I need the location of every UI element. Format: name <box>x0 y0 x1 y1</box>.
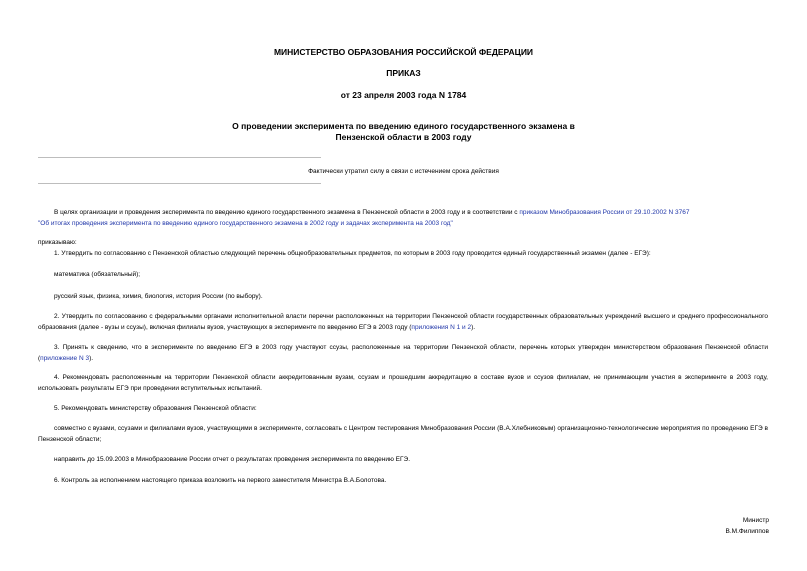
item-3 <box>38 342 768 364</box>
order-link[interactable]: приказом Минобразования России от 29.10.2002 N 3767 <box>519 209 690 216</box>
item-3-text: 3. Принять к сведению, что в эксперименте по введению ЕГЭ в 2003 году участвуют ссузы, расположенные на территории Пензенской области, перечень которых утвержден министерством образования Пензенской области ( <box>38 344 768 362</box>
doc-type-heading: ПРИКАЗ <box>386 68 421 78</box>
preamble-text: В целях организации и проведения эксперимента по введению единого государственного экзамена в Пензенской области в 2003 году и в соответствии с <box>54 209 520 216</box>
item-2-text: 2. Утвердить по согласованию с федеральными органами исполнительной власти перечни расположенных на территории Пензенской области государственных образовательных учреждений высшего и среднего профессионального образования (далее - вузы и ссузы), включая филиалы вузов, участвующих в эксперименте по введению ЕГЭ в 2003 году ( <box>38 313 768 331</box>
item-4: 4. Рекомендовать расположенным на территории Пензенской области аккредитованным вузам, ссузам и прошедшим аккредитацию в составе вузов и ссузов филиалам, не принимающим участия в эксперименте в 2003 году, использовать результаты ЕГЭ при проведении вступительных испытаний. <box>38 374 768 392</box>
date-number-heading: от 23 апреля 2003 года N 1784 <box>340 90 467 100</box>
order-title-link[interactable]: "Об итогах проведения эксперимента по введению единого государственного экзамена в 2002 году и задачах эксперимента на 2003 год" <box>38 220 453 227</box>
appendix-3-link[interactable]: приложение N 3 <box>40 355 90 362</box>
item-5: 5. Рекомендовать министерству образования Пензенской области: <box>54 405 257 412</box>
signature-name: В.М.Филиппов <box>725 528 769 535</box>
status-note: Фактически утратил силу в связи с истечением срока действия <box>308 168 499 175</box>
subject-heading <box>0 121 807 143</box>
item-2-tail: ). <box>471 324 476 331</box>
signature-title: Министр <box>742 517 769 524</box>
ministry-heading: МИНИСТЕРСТВО ОБРАЗОВАНИЯ РОССИЙСКОЙ ФЕДЕРАЦИИ <box>273 47 534 57</box>
item-5a: совместно с вузами, ссузами и филиалами вузов, участвующими в эксперименте, согласовать с Центром тестирования Минобразования России (В.А.Хлебниковым) организационно-технологические мероприятия по проведению ЕГЭ в Пензенской области; <box>38 425 768 443</box>
subject-line-1: О проведении эксперимента по введению единого государственного экзамена в <box>232 121 575 131</box>
item-5b: направить до 15.09.2003 в Минобразование России отчет о результатах проведения эксперимента по введению ЕГЭ. <box>54 456 411 463</box>
item-2 <box>38 311 768 333</box>
order-intro: приказываю: <box>38 239 77 246</box>
divider-bottom <box>38 183 321 184</box>
item-3-tail: ). <box>89 355 94 362</box>
appendix-1-2-link[interactable]: приложения N 1 и 2 <box>411 324 472 331</box>
subject-line-2: Пензенской области в 2003 году <box>335 132 472 142</box>
divider-top <box>38 157 321 158</box>
item-6: 6. Контроль за исполнением настоящего приказа возложить на первого заместителя Министра В.А.Болотова. <box>54 477 387 484</box>
preamble <box>38 207 768 229</box>
item-1b: русский язык, физика, химия, биология, история России (по выбору). <box>54 293 263 300</box>
item-1: 1. Утвердить по согласованию с Пензенской областью следующий перечень общеобразовательных предметов, по которым в 2003 году проводится единый государственный экзамен (далее - ЕГЭ): <box>54 250 651 257</box>
item-1a: математика (обязательный); <box>54 271 141 278</box>
